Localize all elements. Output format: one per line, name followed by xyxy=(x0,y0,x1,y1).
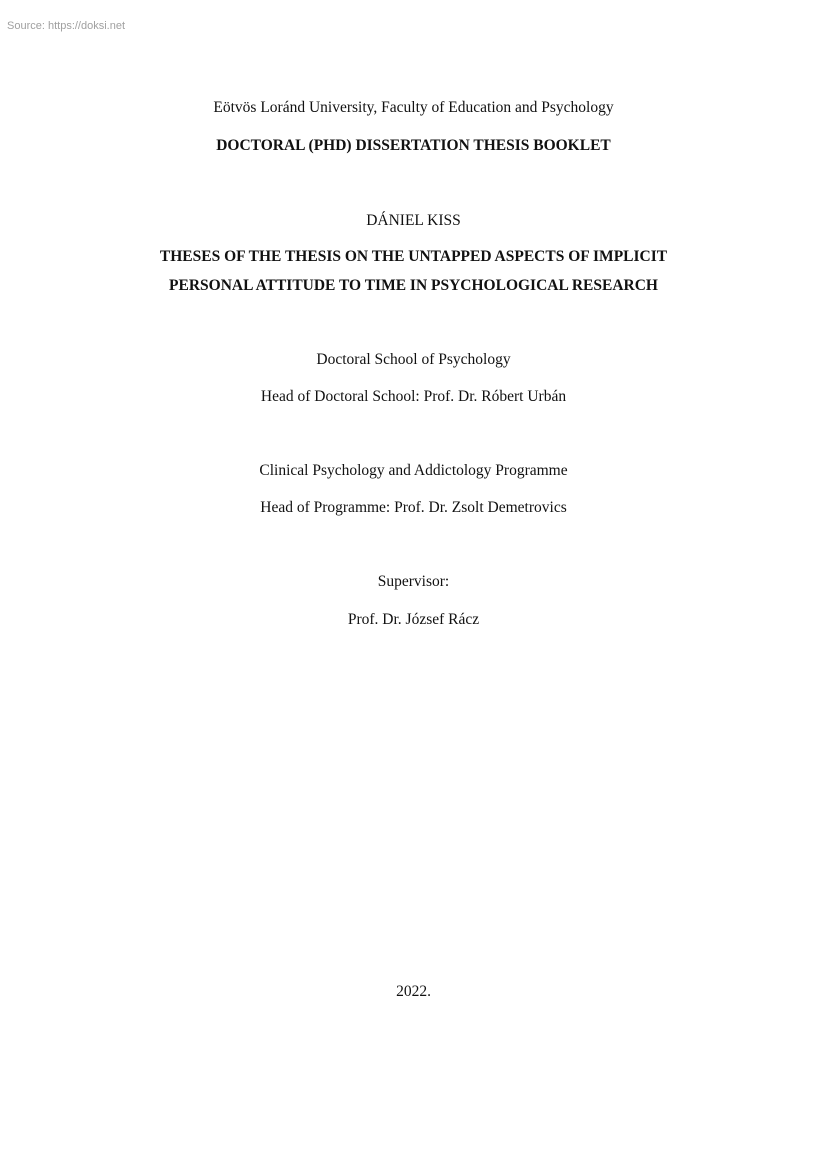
thesis-title-line-2: PERSONAL ATTITUDE TO TIME IN PSYCHOLOGICAL RESEARCH xyxy=(169,277,658,294)
university-line: Eötvös Loránd University, Faculty of Education and Psychology xyxy=(213,99,614,116)
supervisor-label: Supervisor: xyxy=(377,573,450,590)
author-name: DÁNIEL KISS xyxy=(366,212,461,229)
head-of-doctoral-school: Head of Doctoral School: Prof. Dr. Róbert Urbán xyxy=(260,388,567,405)
supervisor-name: Prof. Dr. József Rácz xyxy=(347,611,480,628)
thesis-title-line-1: THESES OF THE THESIS ON THE UNTAPPED ASPECTS OF IMPLICIT xyxy=(159,248,668,265)
doctoral-school: Doctoral School of Psychology xyxy=(316,351,511,368)
programme-name: Clinical Psychology and Addictology Programme xyxy=(259,462,568,479)
head-of-programme: Head of Programme: Prof. Dr. Zsolt Demetrovics xyxy=(260,499,567,516)
booklet-title: DOCTORAL (PHD) DISSERTATION THESIS BOOKLET xyxy=(216,137,611,154)
source-watermark: Source: https://doksi.net xyxy=(7,20,126,32)
year: 2022. xyxy=(396,983,431,1000)
